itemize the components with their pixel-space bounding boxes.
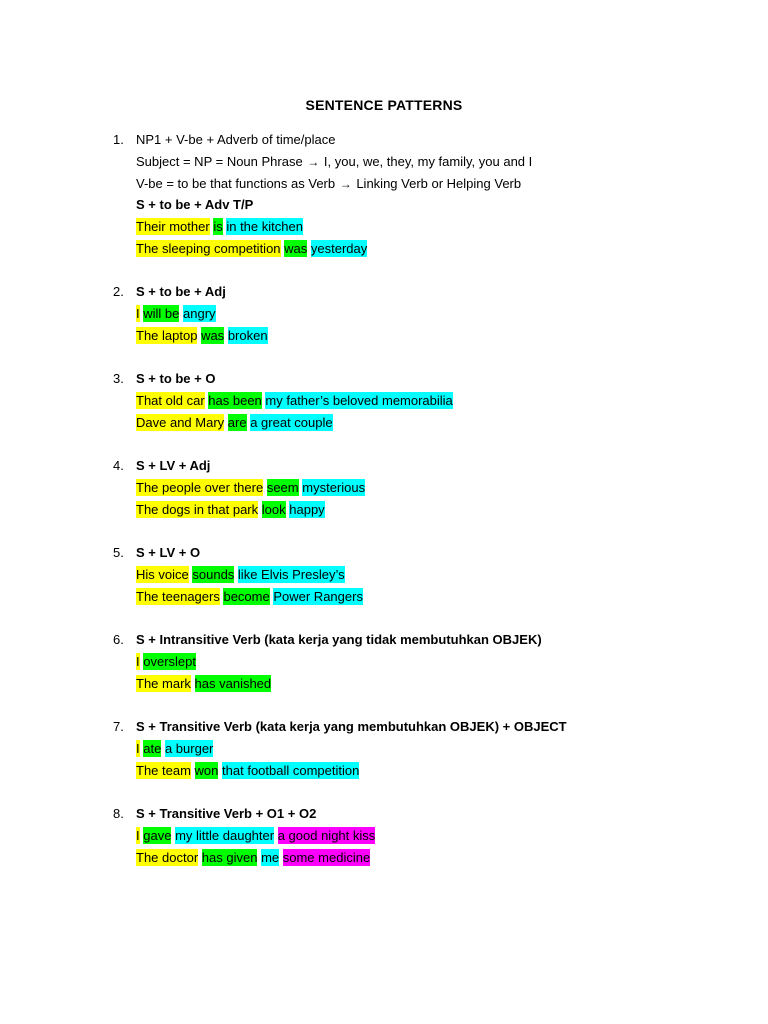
- pattern-formula: [136, 370, 215, 390]
- highlight-complement: angry: [183, 306, 216, 321]
- text-segment: I, you, we, they, my family, you and I: [320, 154, 533, 169]
- text-segment: S + to be + Adv T/P: [136, 197, 254, 212]
- highlight-subject: I: [136, 654, 140, 669]
- pattern-number: 4.: [113, 458, 124, 473]
- highlight-complement: a burger: [164, 741, 214, 756]
- pattern-formula: [136, 196, 253, 216]
- highlight-verb: become: [223, 589, 270, 604]
- pattern-line: [136, 588, 363, 608]
- pattern-line: [136, 153, 532, 173]
- highlight-verb: ate: [143, 741, 162, 756]
- pattern-line: [136, 414, 333, 434]
- highlight-subject: Dave and Mary: [136, 415, 225, 430]
- pattern-line: [136, 762, 359, 782]
- highlight-direct-object: some medicine: [282, 850, 371, 865]
- pattern-line: [136, 566, 345, 586]
- text-segment: S + Transitive Verb + O1 + O2: [136, 806, 317, 821]
- highlight-complement: in the kitchen: [226, 219, 303, 234]
- highlight-subject: The dogs in that park: [136, 502, 259, 517]
- highlight-subject: The mark: [136, 676, 191, 691]
- pattern-line: [136, 653, 196, 673]
- highlight-verb: are: [227, 415, 247, 430]
- highlight-verb: won: [194, 763, 219, 778]
- pattern-line: [136, 479, 365, 499]
- highlight-verb: look: [261, 502, 286, 517]
- pattern-line: [136, 501, 325, 521]
- pattern-line: [136, 327, 268, 347]
- pattern-formula: [136, 631, 542, 651]
- highlight-subject: I: [136, 741, 140, 756]
- highlight-complement: mysterious: [302, 480, 366, 495]
- text-segment: [191, 762, 195, 779]
- pattern-number: 8.: [113, 806, 124, 821]
- highlight-verb: is: [213, 219, 223, 234]
- highlight-subject: His voice: [136, 567, 189, 582]
- highlight-indirect-object: me: [261, 850, 280, 865]
- highlight-subject: Their mother: [136, 219, 210, 234]
- pattern-number: 1.: [113, 132, 124, 147]
- highlight-verb: has given: [201, 850, 258, 865]
- pattern-number: 5.: [113, 545, 124, 560]
- highlight-subject: The laptop: [136, 328, 198, 343]
- highlight-verb: overslept: [143, 654, 196, 669]
- pattern-line: [136, 131, 335, 151]
- pattern-formula: [136, 457, 210, 477]
- text-segment: S + Transitive Verb (kata kerja yang membutuhkan OBJEK) + OBJECT: [136, 719, 567, 734]
- highlight-complement: broken: [227, 328, 268, 343]
- pattern-formula: [136, 718, 567, 738]
- pattern-line: [136, 175, 521, 195]
- text-segment: NP1 + V-be + Adverb of time/place: [136, 132, 336, 147]
- pattern-line: [136, 827, 375, 847]
- highlight-verb: will be: [143, 306, 180, 321]
- highlight-direct-object: a good night kiss: [277, 828, 376, 843]
- pattern-line: [136, 849, 370, 869]
- pattern-line: [136, 392, 453, 412]
- highlight-complement: that football competition: [222, 763, 360, 778]
- pattern-formula: [136, 805, 316, 825]
- pattern-number: 2.: [113, 284, 124, 299]
- highlight-subject: I: [136, 306, 140, 321]
- highlight-complement: a great couple: [250, 415, 333, 430]
- text-segment: S + Intransitive Verb (kata kerja yang tidak membutuhkan OBJEK): [136, 632, 542, 647]
- text-segment: S + to be + O: [136, 371, 216, 386]
- highlight-verb: was: [284, 241, 308, 256]
- highlight-subject: I: [136, 828, 140, 843]
- highlight-subject: The teenagers: [136, 589, 220, 604]
- text-segment: V-be = to be that functions as Verb: [136, 176, 339, 191]
- highlight-verb: has vanished: [194, 676, 272, 691]
- arrow-right-icon: →: [307, 155, 320, 169]
- highlight-subject: The team: [136, 763, 191, 778]
- arrow-right-icon: →: [339, 177, 352, 191]
- highlight-verb: was: [201, 328, 225, 343]
- pattern-number: 6.: [113, 632, 124, 647]
- pattern-line: [136, 218, 303, 238]
- pattern-line: [136, 240, 367, 260]
- pattern-number: 3.: [113, 371, 124, 386]
- pattern-line: [136, 305, 216, 325]
- highlight-subject: The people over there: [136, 480, 264, 495]
- pattern-number: 7.: [113, 719, 124, 734]
- highlight-complement: Power Rangers: [273, 589, 363, 604]
- highlight-complement: yesterday: [310, 241, 368, 256]
- page-title: SENTENCE PATTERNS: [305, 97, 463, 113]
- text-segment: Linking Verb or Helping Verb: [352, 176, 522, 191]
- text-segment: S + LV + Adj: [136, 458, 211, 473]
- text-segment: S + to be + Adj: [136, 284, 226, 299]
- highlight-verb: seem: [266, 480, 299, 495]
- highlight-subject: The sleeping competition: [136, 241, 281, 256]
- highlight-complement: happy: [289, 502, 325, 517]
- highlight-verb: has been: [208, 393, 262, 408]
- highlight-subject: The doctor: [136, 850, 199, 865]
- highlight-subject: That old car: [136, 393, 205, 408]
- text-segment: [191, 675, 195, 692]
- highlight-complement: like Elvis Presley’s: [237, 567, 345, 582]
- highlight-verb: gave: [143, 828, 172, 843]
- highlight-complement: my father’s beloved memorabilia: [265, 393, 453, 408]
- pattern-formula: [136, 283, 226, 303]
- highlight-indirect-object: my little daughter: [175, 828, 275, 843]
- pattern-line: [136, 740, 213, 760]
- pattern-line: [136, 675, 271, 695]
- text-segment: S + LV + O: [136, 545, 201, 560]
- pattern-formula: [136, 544, 200, 564]
- highlight-verb: sounds: [192, 567, 235, 582]
- text-segment: Subject = NP = Noun Phrase: [136, 154, 307, 169]
